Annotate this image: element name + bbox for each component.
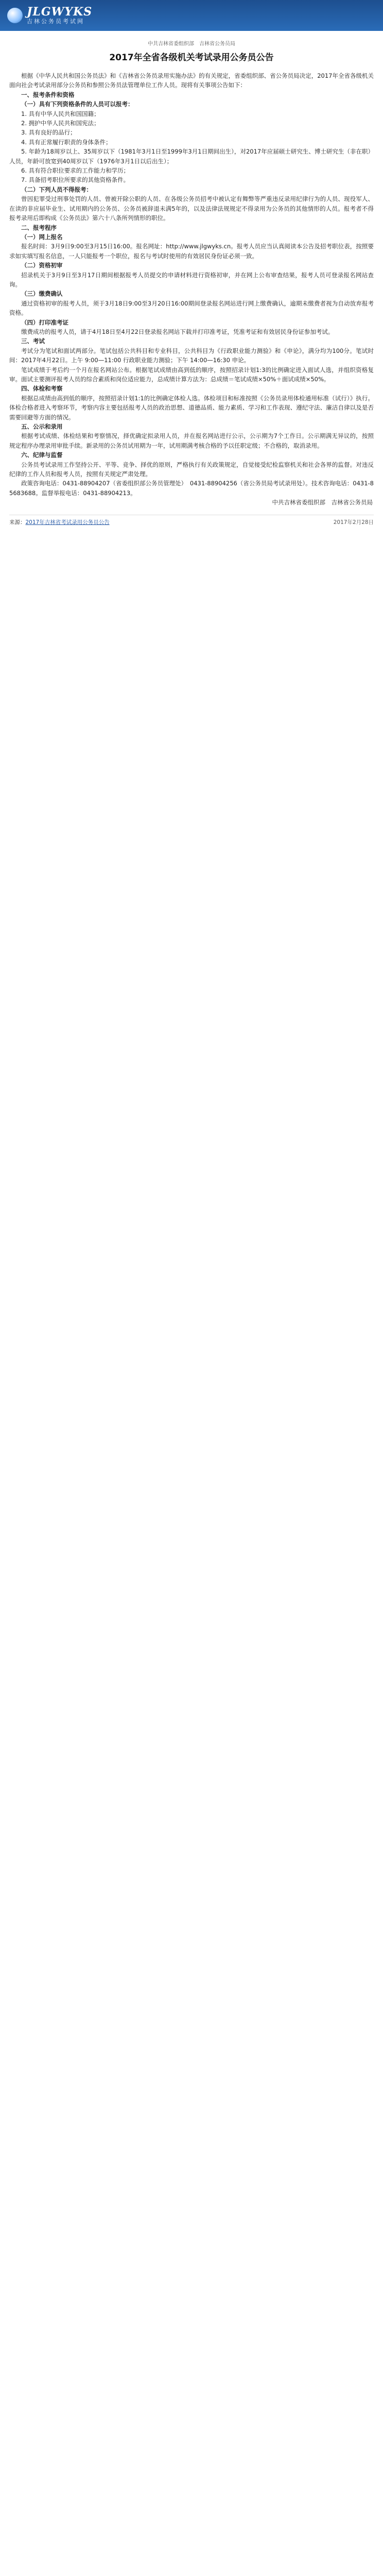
article-paragraph: 3. 具有良好的品行； — [21, 129, 76, 137]
article-paragraph: 通过资格初审的报考人员，须于3月18日9:00至3月20日16:00期间登录报名网站进行网上缴费确认，逾期未缴费者视为自动放弃报考资格。 — [9, 299, 374, 317]
article-paragraph: 7. 具备招考职位所要求的其他资格条件。 — [21, 176, 130, 184]
article-paragraph: 5. 年龄为18周岁以上、35周岁以下（1981年3月1日至1999年3月1日期间出生），对2017年应届硕士研究生、博士研究生（非在职）人员，年龄可放宽到40周岁以下（1976年3月1日以后出生）； — [9, 148, 374, 165]
article-paragraph: 4. 具有正常履行职责的身体条件； — [21, 138, 112, 146]
section-heading: （二）下列人员不得报考： — [21, 185, 92, 193]
site-logo-subtitle: 吉林公务员考试网 — [27, 18, 84, 25]
article-paragraph: 根据《中华人民共和国公务员法》和《吉林省公务员录用实施办法》的有关规定，省委组织部、省公务员局决定，2017年全省各级机关面向社会考试录用部分公务员和参照公务员法管理单位工作人员。现将有关事项公告如下： — [9, 72, 374, 89]
section-heading: 四、体检和考察 — [21, 385, 63, 393]
article-footer — [9, 515, 374, 527]
article-body — [9, 71, 374, 507]
site-logo-text: JLGWYKS — [27, 5, 93, 19]
footer-source-label: 来源： — [9, 519, 26, 526]
site-logo-icon — [7, 8, 23, 23]
article-paragraph: 中共吉林省委组织部 吉林省公务员局 — [272, 499, 373, 506]
site-header — [0, 0, 383, 31]
section-heading: （三）缴费确认 — [21, 290, 63, 298]
article-paragraph: 缴费成功的报考人员，请于4月18日至4月22日登录报名网站下载并打印准考证，凭准考证和有效居民身份证参加考试。 — [21, 328, 334, 335]
article-paragraph: 招录机关于3月9日至3月17日期间根据报考人员提交的申请材料进行资格初审，并在网上公布审查结果，报考人员可登录报名网站查询。 — [9, 271, 374, 288]
site-logo[interactable] — [27, 6, 92, 25]
article-paragraph: 根据总成绩由高到低的顺序，按照招录计划1:1的比例确定体检人选。体检项目和标准按照《公务员录用体检通用标准（试行）》执行。体检合格者进入考察环节，考察内容主要包括报考人员的政治思想、道德品质、能力素质、学习和工作表现、遵纪守法、廉洁自律以及是否需要回避等方面的情况。 — [9, 394, 374, 421]
article-paragraph: 考试分为笔试和面试两部分。笔试包括公共科目和专业科目，公共科目为《行政职业能力测验》和《申论》，满分均为100分。笔试时间：2017年4月22日。上午 9:00—11:00 行政职业能力测验；下午 14:00—16:30 申论。 — [9, 347, 374, 364]
section-heading: （一）网上报名 — [21, 233, 63, 241]
article — [0, 31, 383, 532]
section-heading: 三、考试 — [21, 337, 45, 345]
article-paragraph: 报名时间：3月9日9:00至3月15日16:00。报名网址：http://www.jlgwyks.cn。报考人员应当认真阅读本公告及招考职位表，按照要求如实填写报名信息，一人只能报考一个职位，报名与考试时使用的有效居民身份证必须一致。 — [9, 243, 374, 260]
footer-source-link[interactable]: 2017年吉林省考试录用公务员公告 — [25, 519, 110, 526]
article-paragraph: 曾因犯罪受过刑事处罚的人员、曾被开除公职的人员、在各级公务员招考中被认定有舞弊等严重违反录用纪律行为的人员、现役军人、在读的非应届毕业生、试用期内的公务员、公务员被辞退未满5年的，以及法律法规规定不得录用为公务员的其他情形的人员。报考者不得报考录用后即构成《公务员法》第六十八条所列情形的职位。 — [9, 195, 374, 222]
article-issuer: 中共吉林省委组织部 吉林省公务员局 — [148, 41, 235, 47]
article-paragraph: 公务员考试录用工作坚持公开、平等、竞争、择优的原则，严格执行有关政策规定，自觉接受纪检监察机关和社会各界的监督。对违反纪律的工作人员和报考人员，按照有关规定严肃处理。 — [9, 461, 374, 478]
article-paragraph: 1. 具有中华人民共和国国籍； — [21, 110, 100, 117]
footer-date: 2017年2月28日 — [333, 519, 374, 526]
article-paragraph: 笔试成绩于考后约一个月在报名网站公布。根据笔试成绩由高到低的顺序，按照招录计划1:3的比例确定进入面试人选，并组织资格复审。面试主要测评报考人员的综合素质和岗位适应能力，总成绩计算方法为：总成绩＝笔试成绩×50%＋面试成绩×50%。 — [9, 366, 374, 383]
article-paragraph: 根据考试成绩、体检结果和考察情况，择优确定拟录用人员，并在报名网站进行公示，公示期为7个工作日。公示期满无异议的，按照规定程序办理录用审批手续。新录用的公务员试用期为一年，试用期满考核合格的予以任职定级；不合格的，取消录用。 — [9, 432, 374, 449]
section-heading: （二）资格初审 — [21, 262, 63, 269]
article-title: 2017年全省各级机关考试录用公务员公告 — [109, 53, 274, 63]
section-heading: （一）具有下列资格条件的人员可以报考： — [21, 100, 134, 108]
article-paragraph: 政策咨询电话：0431-88904207（省委组织部公务员管理处） 0431-88904256（省公务员局考试录用处）。技术咨询电话：0431-85683688。监督举报电话：0431-88904213。 — [9, 480, 374, 497]
section-heading: 二、报考程序 — [21, 224, 57, 231]
article-paragraph: 6. 具有符合职位要求的工作能力和学历； — [21, 167, 130, 175]
article-paragraph: 2. 拥护中华人民共和国宪法； — [21, 120, 100, 127]
section-heading: （四）打印准考证 — [21, 318, 68, 326]
section-heading: 六、纪律与监督 — [21, 451, 63, 459]
section-heading: 五、公示和录用 — [21, 423, 63, 431]
section-heading: 一、报考条件和资格 — [21, 91, 75, 98]
